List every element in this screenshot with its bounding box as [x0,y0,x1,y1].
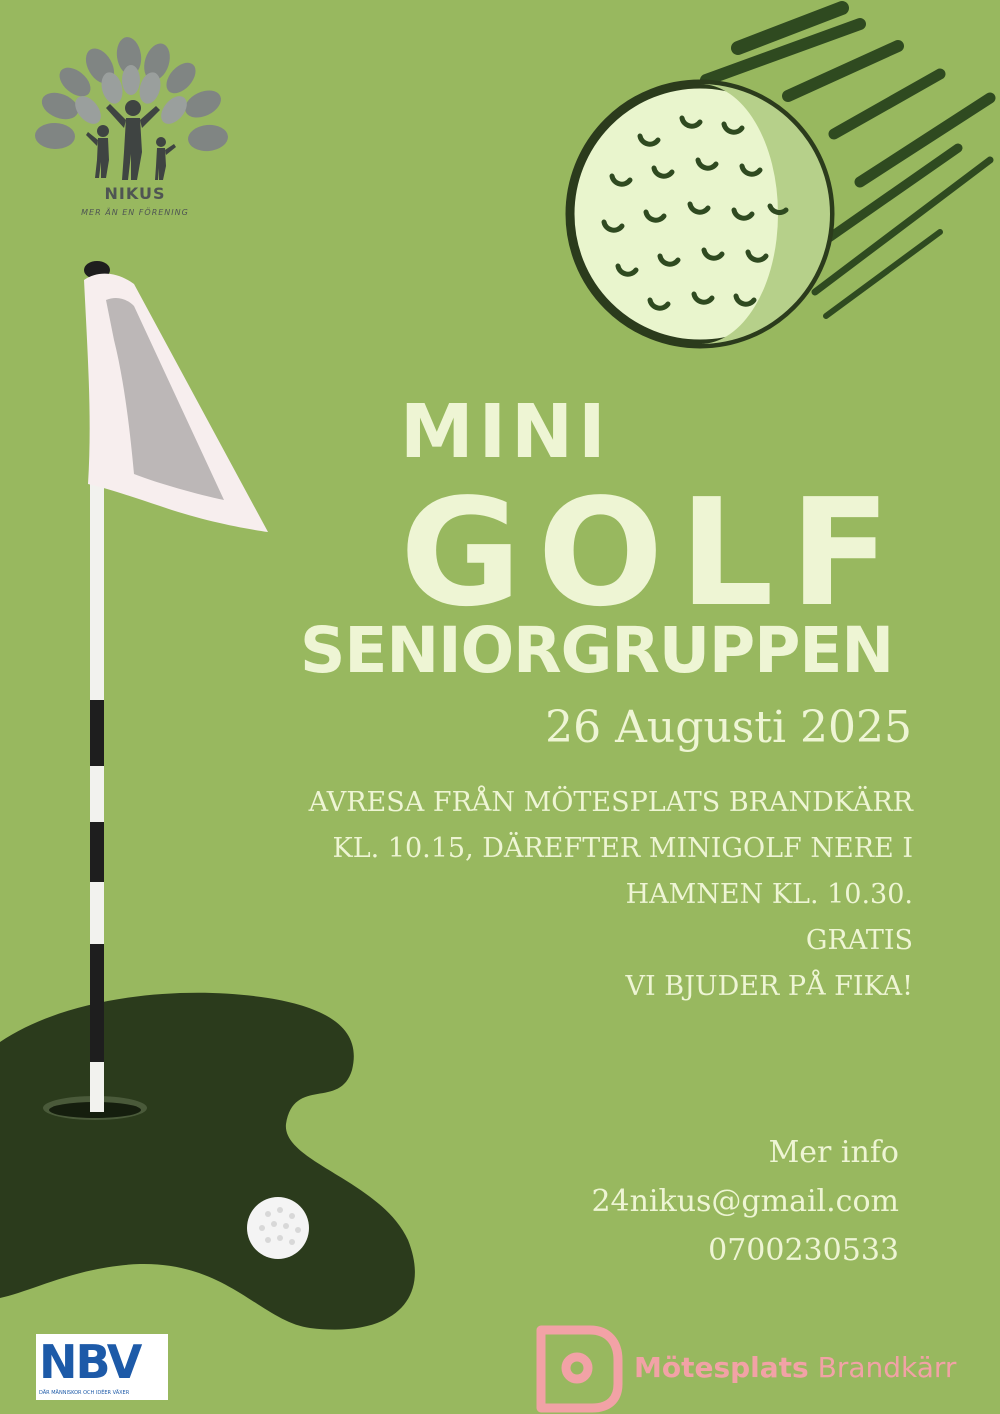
motesplats-bold: Mötesplats [634,1351,809,1384]
putting-green [0,993,415,1330]
title-mini: MINI [400,389,611,475]
motesplats-logo-text [634,1348,956,1388]
title-seniorgruppen: SENIORGRUPPEN [300,614,894,687]
detail-line: VI BJUDER PÅ FIKA! [625,971,913,1002]
event-date: 26 Augusti 2025 [545,702,912,753]
contact-info [591,1128,899,1275]
small-golf-ball-icon [247,1197,309,1259]
detail-line: GRATIS [805,925,913,956]
event-details [309,780,913,1010]
contact-heading: Mer info [768,1135,899,1170]
title-golf: GOLF [400,467,907,639]
contact-email[interactable]: 24nikus@gmail.com [591,1184,899,1219]
nbv-tagline: DÄR MÄNNISKOR OCH IDÉER VÄXER [39,1390,130,1396]
nikus-logo-text: NIKUS [104,184,166,203]
nikus-tagline: MER ÄN EN FÖRENING [81,208,189,217]
contact-phone[interactable]: 0700230533 [708,1233,899,1268]
golf-ball-icon [570,84,830,344]
nbv-logo-text: NBV [39,1335,141,1389]
golf-flag-icon [84,274,268,532]
detail-line: AVRESA FRÅN MÖTESPLATS BRANDKÄRR [308,787,913,818]
motesplats-logo-icon [541,1330,618,1408]
detail-line: KL. 10.15, DÄREFTER MINIGOLF NERE I [332,833,913,864]
detail-line: HAMNEN KL. 10.30. [625,879,913,910]
motesplats-rest: Brandkärr [808,1351,957,1384]
nbv-logo [36,1334,168,1400]
